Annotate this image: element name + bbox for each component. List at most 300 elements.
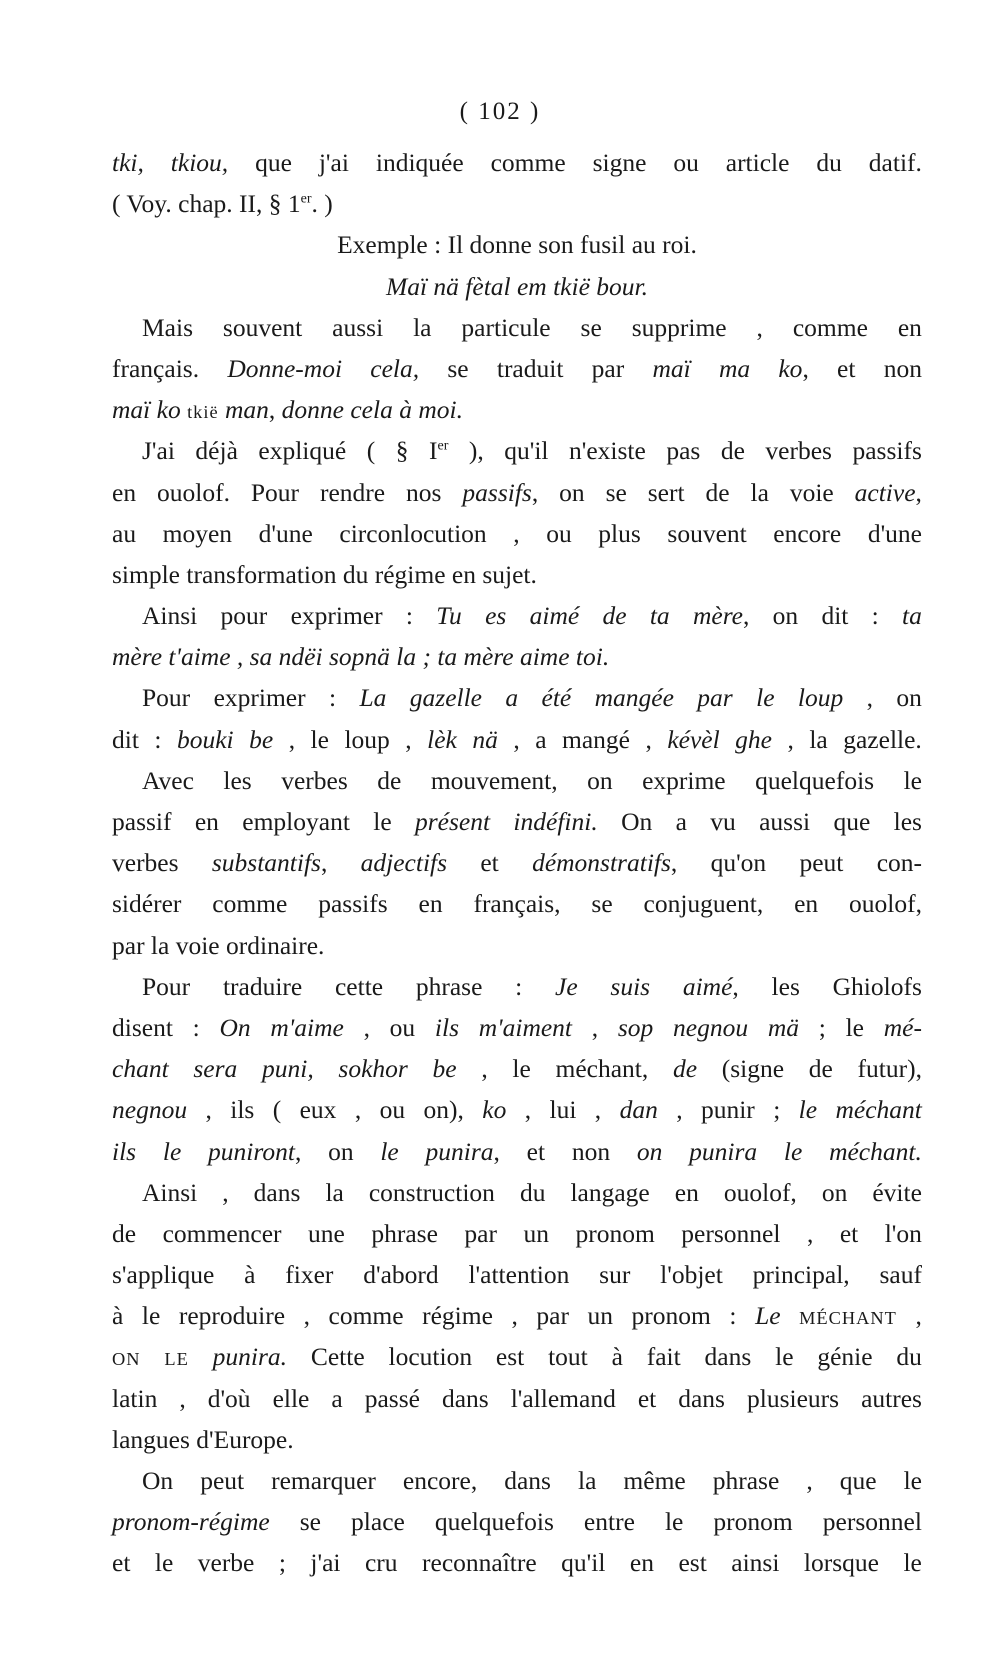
word [198,1542,255,1583]
word [244,1254,255,1295]
word [259,513,313,554]
text-run: dit [112,724,139,754]
word [729,1295,736,1336]
word [904,1460,922,1501]
word [652,348,690,389]
word [373,801,391,842]
word [819,1007,826,1048]
word [846,1007,864,1048]
text-run: qu'on [710,848,767,878]
word [588,1295,614,1336]
word [142,1295,160,1336]
word [840,1213,858,1254]
text-run: au [112,518,137,548]
text-run: comme [212,889,288,919]
word [660,1254,723,1295]
word [731,1542,779,1583]
text-run: , [756,312,763,342]
text-line [112,472,922,513]
text-line [112,266,922,307]
italic-text: sop [617,1012,654,1042]
italic-text: substantifs [211,848,321,878]
word [598,513,641,554]
word [480,842,498,883]
text-run: . ) [311,189,333,219]
text-line [112,801,922,842]
word [511,1378,616,1419]
text-run: , [645,724,652,754]
word [212,883,287,924]
word [164,1336,188,1377]
text-run: du [816,148,842,177]
word [371,1213,438,1254]
text-run: la [578,1466,597,1495]
text-run: sert [647,477,685,507]
word [485,595,506,636]
italic-text: On [219,1012,251,1042]
word [254,1172,301,1213]
text-run: remarquer [271,1466,376,1495]
word [504,430,548,471]
word [461,307,550,348]
text-run: rendre [319,477,386,507]
word [587,760,613,801]
text-line [112,1295,922,1336]
text-run: : [515,971,523,1001]
word [249,719,273,760]
word [872,1172,922,1213]
word [427,719,457,760]
word [593,142,647,183]
text-run: Ainsi [142,601,198,631]
text-line [112,1172,922,1213]
word [497,348,564,389]
text-run: a [535,724,547,754]
text-run: punir [700,1095,755,1125]
text-line [112,348,922,389]
word [904,760,922,801]
text-run: se [591,889,613,919]
text-run: Cette [310,1342,365,1372]
word [837,348,855,389]
word [678,1378,725,1419]
text-run: comme [490,148,566,177]
italic-text: maï ko [112,395,188,425]
italic-text: présent [415,807,491,836]
text-run: place [351,1507,405,1537]
text-run: Avec [142,765,194,795]
word [840,1460,877,1501]
word [793,307,868,348]
text-run: même [623,1466,686,1495]
word [570,1172,649,1213]
italic-text: donne cela à moi. [281,395,463,425]
word [193,1048,237,1089]
word [666,430,700,471]
text-line [112,389,922,430]
text-line [112,966,922,1007]
text-run: ; [818,1012,826,1042]
word [515,966,522,1007]
text-run: § [395,436,409,466]
word [721,430,745,471]
word [431,760,558,801]
word [759,801,810,842]
text-run: français, [473,889,561,919]
word [683,966,739,1007]
text-line [112,513,922,554]
text-run: ( Voy. chap. II, § 1 [112,189,301,219]
italic-text: le [798,1095,818,1125]
word [896,677,922,718]
word [620,1089,658,1130]
word [200,1460,244,1501]
word [367,430,376,471]
word [885,1213,922,1254]
word [433,1048,457,1089]
word [380,1131,398,1172]
text-run: les [223,765,252,795]
word [339,513,486,554]
text-run: gazelle. [843,724,922,754]
word [724,1172,797,1213]
text-run: , [303,1301,310,1331]
word [903,1542,921,1583]
text-run: elle [272,1383,310,1413]
text-run: LE [164,1349,189,1370]
italic-text: pronom-régime [112,1507,270,1537]
italic-text: mère t'aime , sa ndëi sopnä la ; ta mère aime toi. [112,642,610,672]
text-run: d'abord [363,1260,439,1290]
text-run: se [605,477,627,507]
word [799,1295,897,1336]
word [435,1007,459,1048]
word [719,348,750,389]
word [877,842,922,883]
text-run: le [512,1054,531,1084]
word [171,142,228,183]
italic-text: Donne-moi [227,353,343,383]
text-run: déjà [195,436,238,466]
word [536,1295,569,1336]
word [511,1295,517,1336]
word [473,883,560,924]
word [279,1542,286,1583]
text-run: Pour [142,971,191,1001]
word [193,1007,200,1048]
word [300,1089,337,1130]
text-run: en [194,807,219,836]
text-run: de [808,1054,833,1084]
italic-text: punira [425,1136,494,1166]
word [595,677,674,718]
text-run: ouolof. [157,477,230,507]
text-line [112,719,922,760]
text-run: : [729,1301,737,1331]
text-run: en [629,1548,654,1578]
text-run: par [591,353,625,383]
text-line [112,1213,922,1254]
word [338,1048,407,1089]
word [291,595,383,636]
text-run: sauf [879,1260,922,1290]
word [548,1336,588,1377]
word [195,430,237,471]
text-run: sidérer [112,889,182,919]
word [112,1501,270,1542]
text-run: MÉCHANT [799,1308,897,1329]
word [300,1501,321,1542]
text-run: par la voie ordinaire. [112,930,325,960]
text-run: à [244,1260,256,1290]
word [833,966,922,1007]
word [592,1007,598,1048]
word [535,719,546,760]
text-run: se [580,312,602,342]
text-run: , [354,1095,362,1125]
text-run: dans [678,1383,725,1413]
text-run: le [845,1012,864,1042]
word [329,1295,404,1336]
italic-text: aimé [529,601,580,631]
text-run: ils [230,1095,255,1125]
word [155,1542,173,1583]
word [112,883,181,924]
text-run: le [664,1507,684,1537]
text-run: comme [328,1301,404,1331]
italic-text: m'aime [270,1012,344,1042]
word [112,142,144,183]
text-run: , [531,477,539,507]
word [415,801,490,842]
text-run: , [205,1095,212,1125]
word [403,1460,477,1501]
text-run: peut [200,1466,245,1495]
text-run: passé [364,1383,420,1413]
word [520,1172,546,1213]
word [542,677,572,718]
word [221,595,268,636]
text-run: , [294,1136,302,1166]
text-run: reconnaître [422,1548,537,1578]
word [673,142,699,183]
text-run: , [866,683,873,713]
word [285,1254,333,1295]
word [361,842,447,883]
text-run: ainsi [731,1548,780,1578]
word [273,1378,310,1419]
word [858,1048,922,1089]
word [422,1295,493,1336]
text-run: génie [817,1342,873,1372]
word [843,719,922,760]
italic-text: mä [767,1012,800,1042]
text-run: ( [366,436,376,466]
italic-text: be [249,724,274,754]
italic-text: démonstratifs [532,848,671,878]
word [705,1336,752,1377]
italic-text: lèk [427,724,457,754]
word [773,513,841,554]
word [344,719,389,760]
word [112,1007,173,1048]
text-line [112,1007,922,1048]
text-run: lorsque [803,1548,879,1578]
word [868,513,922,554]
word [462,472,538,513]
text-run: On [142,1466,174,1495]
text-run: ; [773,1095,781,1125]
italic-text: de [602,601,627,631]
text-run: la [750,477,769,507]
text-run: j'ai [310,1548,341,1578]
word [223,307,302,348]
text-run: : [405,601,413,631]
text-run: traduire [222,971,303,1001]
italic-text: ils [112,1136,137,1166]
text-run: supprime [631,312,727,342]
italic-text: méchant [835,1095,922,1125]
text-run: commencer [162,1218,282,1248]
text-line [112,142,922,183]
text-run: , [513,724,520,754]
text-line [112,1254,922,1295]
text-run: particule [461,312,551,342]
text-run: l'objet [660,1260,723,1290]
word [869,142,922,183]
text-run: signe [592,148,647,177]
word [308,1213,345,1254]
word [513,719,519,760]
word [365,1378,420,1419]
italic-text: passifs [462,477,532,507]
text-run: a [331,1383,343,1413]
text-run: (signe [721,1054,785,1084]
word [799,1089,817,1130]
word [429,430,448,471]
word [711,842,767,883]
word [491,142,566,183]
word [219,1007,250,1048]
text-run: ou [389,1012,416,1042]
text-run: est [495,1342,525,1372]
text-run: langues d'Europe. [112,1424,294,1454]
word [223,760,251,801]
text-run: fait [646,1342,681,1372]
word [496,1336,524,1377]
word [773,595,799,636]
word [689,1131,757,1172]
word [332,307,383,348]
text-line [112,1336,922,1377]
text-line [112,1419,922,1460]
text-run: , [405,724,412,754]
word [561,1542,605,1583]
word [623,1460,685,1501]
word [673,1007,748,1048]
italic-text: adjectifs [360,848,448,878]
text-run: ouolof, [723,1177,797,1207]
word [697,677,732,718]
word [163,1131,181,1172]
text-run: ), [468,436,484,466]
word [363,1254,438,1295]
word [556,1048,649,1089]
word [376,142,464,183]
word [355,1089,361,1130]
word [799,842,843,883]
text-run: vu [710,807,736,836]
text-run: entre [583,1507,635,1537]
text-run: , [802,353,809,383]
word [722,1048,784,1089]
text-run: mouvement, [430,765,558,795]
word [581,307,602,348]
text-run: , [481,1054,488,1084]
text-run: futur), [857,1054,922,1084]
word [915,1295,921,1336]
text-run: la [413,312,432,342]
text-run: dans [504,1466,551,1495]
text-run: cru [364,1548,398,1578]
text-run: reproduire [178,1301,286,1331]
text-line [112,430,922,471]
word [525,1089,531,1130]
word [112,1254,214,1295]
word [632,1295,711,1336]
text-run: cette [334,971,384,1001]
text-run: , [591,1012,599,1042]
word [644,883,764,924]
text-run: que [839,1466,877,1495]
text-run: mangé [562,724,630,754]
text-run: on [821,1177,848,1207]
text-run: dit [821,601,849,631]
word [351,1501,405,1542]
word [410,677,482,718]
text-run: la [325,1177,344,1207]
text-run: I [428,436,438,466]
italic-text: de [672,1054,698,1084]
superscript: er [300,191,312,207]
word [255,142,292,183]
word [681,1213,780,1254]
italic-text: par [697,683,733,713]
text-run: d'une [258,518,313,548]
word [816,142,842,183]
text-run: qu'il [561,1548,606,1578]
text-run: traduit [496,353,564,383]
text-line [112,1131,922,1172]
word [481,1048,487,1089]
text-line [112,1460,922,1501]
text-run: en [112,477,137,507]
text-run: pronom [713,1507,793,1537]
text-run: à [112,1301,124,1331]
word [592,348,625,389]
text-run: les [771,971,800,1001]
italic-text: cela, [370,353,420,383]
word [555,966,578,1007]
text-run: moyen [162,518,233,548]
word [735,719,772,760]
text-run: le [775,1342,794,1372]
word [610,966,650,1007]
word [112,1048,169,1089]
text-run: langage [570,1177,650,1207]
word [208,1131,301,1172]
italic-text: été [541,683,572,713]
